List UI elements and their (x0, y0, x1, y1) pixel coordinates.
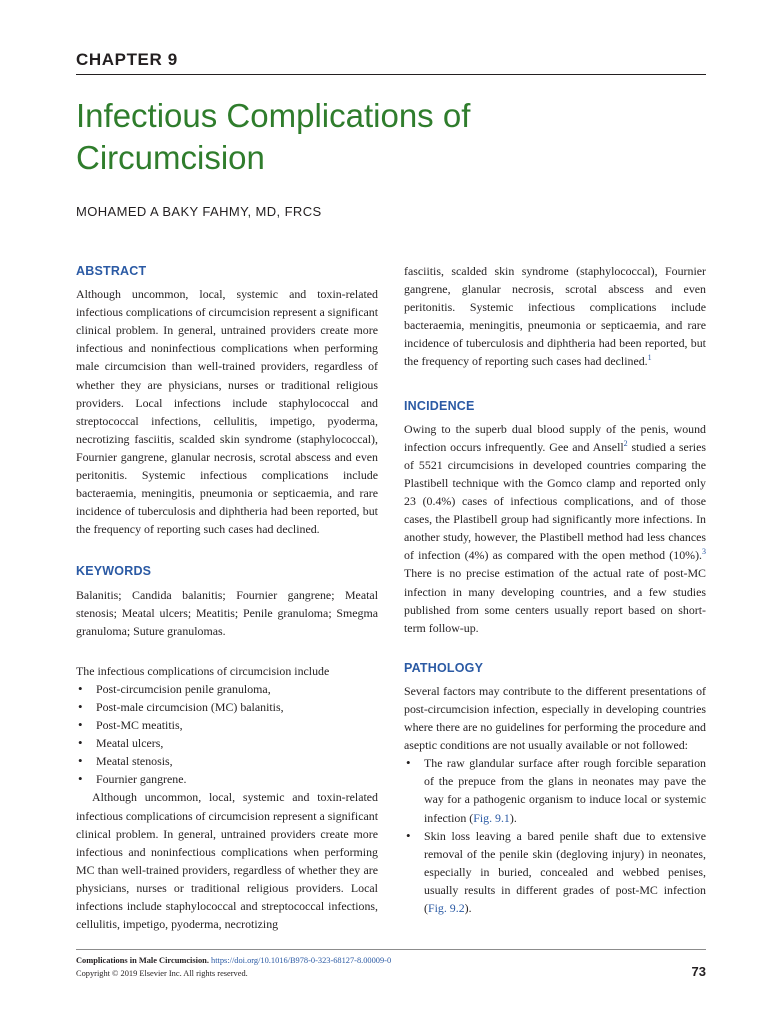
pathology-text: Several factors may contribute to the different presentations of post-circumcision infection, especially in developing countries where there are no guidelines for performing the procedure and aseptic conditions are not usually available or not followed: (404, 683, 706, 753)
incidence-text-2: studied a series of 5521 circumcisions in developed countries comparing the Plastibell technique with the Gomco clamp and reported only 23 (0.4%) cases of infectious complications, and of those cases, the Plastibell group had significantly more infections. In another study, however, the Plastibell method had less chances of infection (4%) as compared with the open method (10%). (404, 439, 706, 563)
list-item (404, 754, 706, 826)
chapter-title-line-1: Infectious Complications of (76, 97, 471, 134)
figure-link[interactable]: Fig. 9.1 (473, 810, 510, 825)
citation-link[interactable]: 1 (647, 353, 652, 363)
spacer (76, 538, 378, 562)
list-item-end: ). (509, 810, 517, 825)
chapter-title-line-2: Circumcision (76, 139, 265, 176)
footer-citation (76, 954, 706, 967)
chapter-rule (76, 74, 706, 75)
intro-lead: The infectious complications of circumcision include (76, 663, 330, 678)
pathology-list (404, 754, 706, 917)
figure-link[interactable]: Fig. 9.2 (427, 901, 465, 915)
list-item: • Fournier gangrene. (76, 770, 378, 788)
keywords-text: Balanitis; Candida balanitis; Fournier gangrene; Meatal stenosis; Meatal ulcers; Meatitis; Penile granuloma; Smegma granuloma; Suture granulomas. (76, 587, 378, 638)
list-item: • Post-male circumcision (MC) balanitis, (76, 698, 378, 716)
intro-continuation (404, 262, 706, 371)
spacer (404, 637, 706, 659)
footer (76, 954, 706, 980)
right-column (404, 262, 706, 917)
pathology-heading: PATHOLOGY (404, 660, 484, 675)
list-item: • Post-MC meatitis, (76, 716, 378, 734)
intro-paragraph: Although uncommon, local, systemic and toxin-related infectious complications of circumcision represent a significant clinical problem. In general, untrained providers create more infectious and noninfectious complications when performing MC than well-trained providers, regardless of whether they are physicians, nurses or traditional religious providers. Local infections include staphylococcal and streptococcal infections, cellulitis, impetigo, pyoderma, necrotizing (76, 790, 378, 932)
author-byline: MOHAMED A BAKY FAHMY, MD, FRCS (76, 204, 322, 219)
list-item (404, 827, 706, 917)
citation-link[interactable]: 3 (702, 547, 706, 557)
list-item-end: ). (464, 901, 472, 915)
chapter-title (76, 95, 706, 179)
intro-continuation-text: fasciitis, scalded skin syndrome (staphylococcal), Fournier gangrene, glanular necrosis, scrotal abscess and even peritonitis. Systemic infectious complications include bacteraemia, meningitis, pneumonia or septicaemia, and rare incidence of tuberculosis and diphtheria had been reported, but the frequency of reporting such cases had declined. (404, 264, 706, 369)
left-column (76, 262, 378, 933)
list-item-text: Skin loss leaving a bared penile shaft due to extensive removal of the penile skin (degloving injury) in neonates, especially in buried, concealed and webbed penises, usually results in different grades of post-MC infection ( (424, 828, 706, 915)
spacer (404, 371, 706, 397)
page-number: 73 (691, 964, 706, 979)
list-item: • Post-circumcision penile granuloma, (76, 680, 378, 698)
citation-link[interactable]: 2 (623, 438, 628, 448)
complications-list (76, 680, 378, 789)
abstract-text: Although uncommon, local, systemic and toxin-related infectious complications of circumcision represent a significant clinical problem. In general, untrained providers create more infectious and noninfectious complications when performing male circumcision than well-trained providers, regardless of whether they are physicians, nurses or traditional religious providers. Local infections include staphylococcal and streptococcal infections, cellulitis, impetigo, pyoderma, necrotizing fasciitis, scalded skin syndrome (staphylococcal), Fournier gangrene, glanular necrosis, scrotal abscess and even peritonitis. Systemic infectious complications include bacteraemia, meningitis, pneumonia or septicaemia, and rare incidence of tuberculosis and diphtheria had been reported, but the frequency of reporting such cases had declined. (76, 287, 378, 537)
list-item: • Meatal ulcers, (76, 734, 378, 752)
footer-rule (76, 949, 706, 950)
list-item: • Meatal stenosis, (76, 752, 378, 770)
copyright-notice: Copyright © 2019 Elsevier Inc. All rights reserved. (76, 969, 248, 978)
incidence-text (404, 420, 706, 637)
incidence-heading: INCIDENCE (404, 398, 475, 413)
doi-link[interactable]: https://doi.org/10.1016/B978-0-323-68127-8.00009-0 (211, 956, 392, 965)
book-title: Complications in Male Circumcision. (76, 956, 209, 965)
chapter-label: CHAPTER 9 (76, 50, 178, 69)
abstract-heading: ABSTRACT (76, 264, 147, 278)
incidence-text-3: There is no precise estimation of the actual rate of post-MC infection in many developing countries, and a few studies published from some centers usually report based on short-term follow-up. (404, 566, 706, 635)
spacer (76, 640, 378, 662)
incidence-text-1: Owing to the superb dual blood supply of the penis, wound infection occurs infrequently. Gee and Ansell (404, 421, 706, 454)
list-item-text: The raw glandular surface after rough forcible separation of the prepuce from the glans in neonates may pave the way for a pathogenic organism to induce local or systemic infection ( (424, 756, 706, 825)
keywords-heading: KEYWORDS (76, 564, 152, 579)
